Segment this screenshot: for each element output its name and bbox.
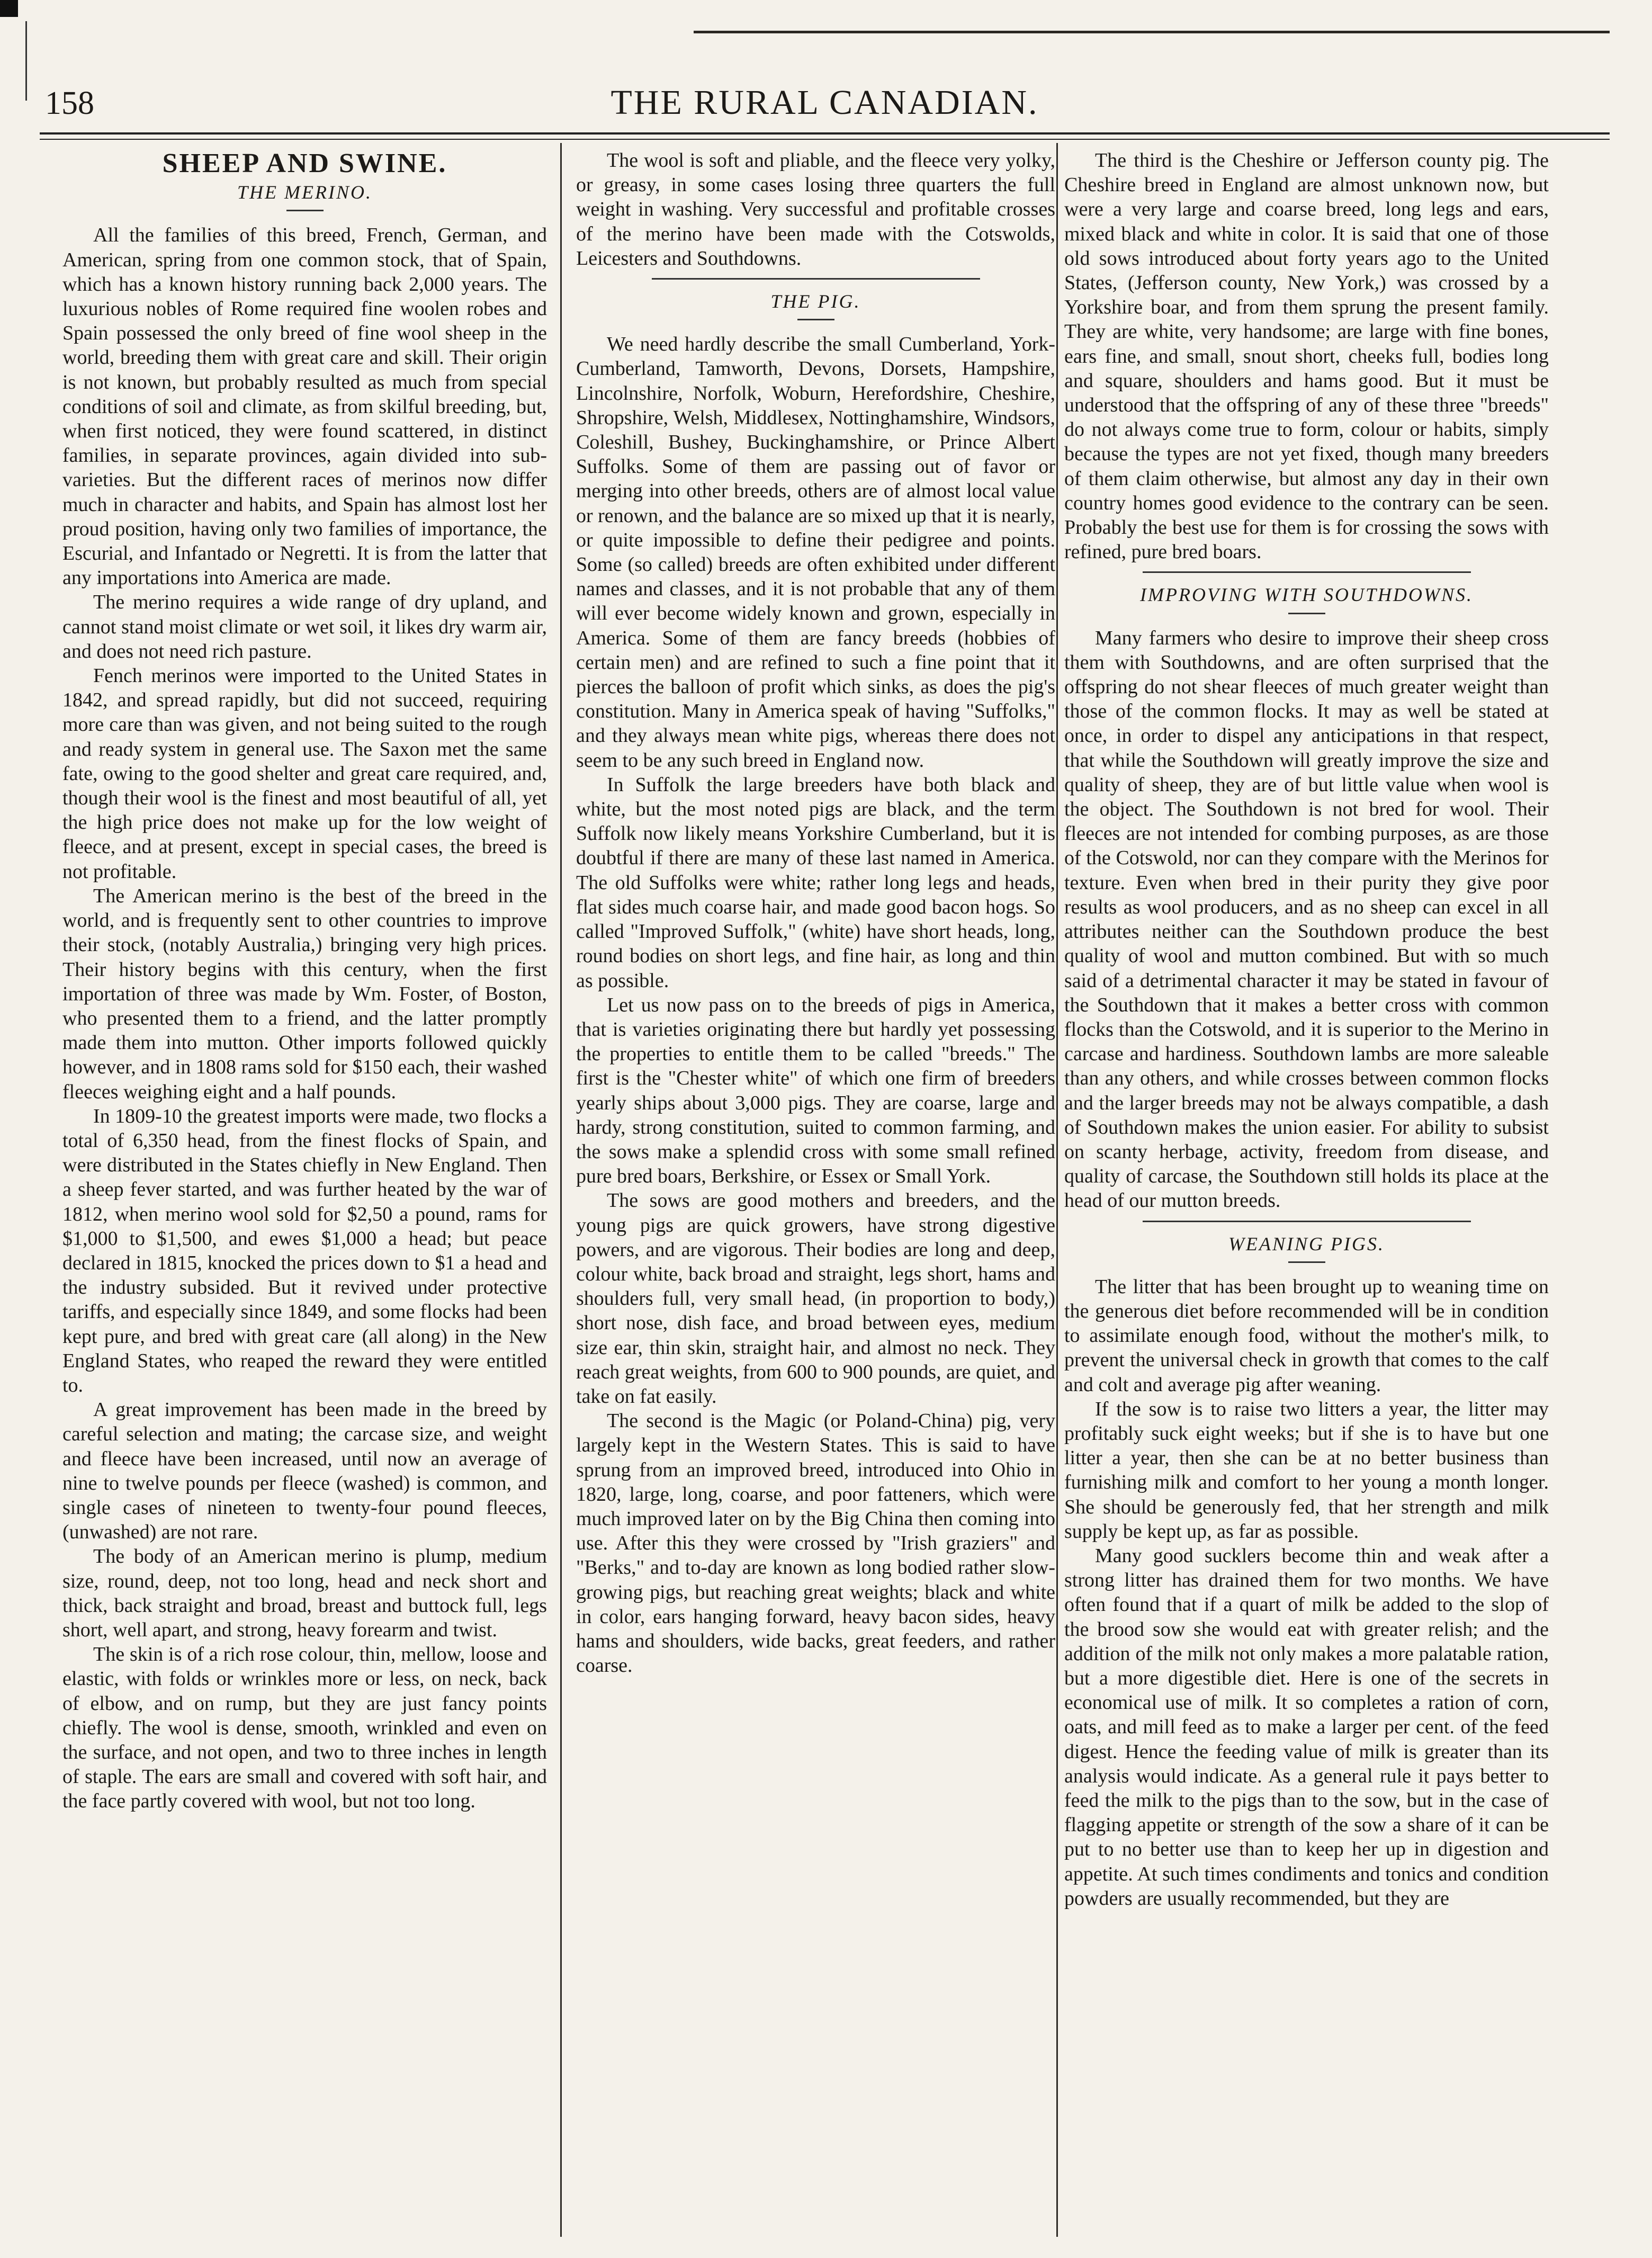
masthead: THE RURAL CANADIAN. xyxy=(610,83,1039,122)
paragraph: We need hardly describe the small Cumberland, York-Cumberland, Tamworth, Devons, Dorsets, Hampshire, Lincolnshire, Norfolk, Woburn, Herefordshire, Cheshire, Shropshire, Welsh, Middlesex, Nottinghamshire, Windsors, Coleshill, Bushey, Buckinghamshire, or Prince Albert Suffolks. Some of them are passing out of favor or merging into other breeds, others are of almost local value or renown, and the balance are so mixed up that it is nearly, or quite impossible to define their pedigree and points. Some (so called) breeds are often exhibited under different names and classes, and it is not probable that any of them will ever become widely known and grown, especially in America. Some of them are fancy breeds (hobbies of certain men) and are refined to such a fine point that it pierces the balloon of profit which sinks, as does the pig's constitution. Many in America speak of having "Suffolks," and they always mean white pigs, whereas there does not seem to be any such breed in England now. xyxy=(576,333,1055,772)
paragraph: The litter that has been brought up to weaning time on the generous diet before recommended will be in condition to assimilate enough food, without the mother's milk, to prevent the universal check in growth that comes to the calf and colt and average pig after weaning. xyxy=(1064,1275,1549,1396)
paragraph: The third is the Cheshire or Jefferson county pig. The Cheshire breed in England are almost unknown now, but were a very large and coarse breed, long legs and ears, mixed black and white in color. It is said that one of those old sows introduced about forty years ago to the United States, (Jefferson county, New York,) was crossed by a Yorkshire boar, and from them sprung the present family. They are white, very handsome; are large with fine bones, ears fine, and small, snout short, cheeks full, bodies long and square, shoulders and hams good. But it must be understood that the offspring of any of these three "breeds" do not always come true to form, colour or habits, simply because the types are not yet fixed, though many breeders of them claim otherwise, but almost any day in their own country homes good evidence to the contrary can be seen. Probably the best use for them is for crossing the sows with refined, pure bred boars. xyxy=(1064,149,1549,563)
paragraph: The wool is soft and pliable, and the fleece very yolky, or greasy, in some cases losing three quarters the full weight in washing. Very successful and profitable crosses of the merino have been made with the Cotswolds, Leicesters and Southdowns. xyxy=(576,149,1055,270)
divider xyxy=(1143,571,1471,573)
divider xyxy=(1288,613,1325,614)
paragraph: Let us now pass on to the breeds of pigs in America, that is varieties originating there but hardly yet possessing the properties to entitle them to be called "breeds." The first is the "Chester white" of which one firm of breeders yearly ships about 3,000 pigs. They are coarse, large and hardy, strong constitution, suited to common farming, and the sows make a splendid cross with some small refined pure bred boars, Berkshire, or Essex or Small York. xyxy=(576,993,1055,1188)
column-2 xyxy=(576,148,1055,2226)
paragraph: The skin is of a rich rose colour, thin, mellow, loose and elastic, with folds or wrinkles more or less, on neck, back of elbow, and on rump, but they are just fancy points chiefly. The wool is dense, smooth, wrinkled and even on the surface, and not open, and two to three inches in length of staple. The ears are small and covered with soft hair, and the face partly covered with wool, but not too long. xyxy=(62,1643,547,1813)
scan-edge-mark xyxy=(0,0,18,17)
column-divider xyxy=(560,143,562,2237)
scan-edge-line xyxy=(25,21,27,101)
divider xyxy=(797,319,834,320)
divider xyxy=(1288,1261,1325,1263)
column-3 xyxy=(1064,148,1549,2226)
paragraph: In 1809-10 the greatest imports were made, two flocks a total of 6,350 head, from the finest flocks of Spain, and were distributed in the States chiefly in New England. Then a sheep fever started, and was further heated by the war of 1812, when merino wool sold for $2,50 a pound, rams for $1,000 to $1,500, and ewes $1,000 a head; but peace declared in 1815, knocked the prices down to $1 a head and the industry subsided. But it revived under protective tariffs, and especially since 1849, and some flocks had been kept pure, and bred with great care (all along) in the New England States, who reaped the reward they were entitled to. xyxy=(62,1105,547,1396)
divider xyxy=(652,278,980,280)
paragraph: All the families of this breed, French, German, and American, spring from one common stock, that of Spain, which has a known history running back 2,000 years. The luxurious nobles of Rome required fine woolen robes and Spain possessed the only breed of fine wool sheep in the world, breeding them with great care and skill. Their origin is not known, but probably resulted as much from special conditions of soil and climate, as from skilful breeding, but, when first noticed, they were found scattered, in distinct families, in separate provinces, again divided into sub-varieties. But the different races of merinos now differ much in character and habits, and Spain has almost lost her proud position, having only two families of importance, the Escurial, and Infantado or Negretti. It is from the latter that any importations into America are made. xyxy=(62,224,547,589)
paragraph: The American merino is the best of the breed in the world, and is frequently sent to other countries to improve their stock, (notably Australia,) bringing very high prices. Their history begins with this century, when the first importation of three was made by Wm. Foster, of Boston, who presented them to a friend, and the latter promptly made them into mutton. Other imports followed quickly however, and in 1808 rams sold for $150 each, their washed fleeces weighing eight and a half pounds. xyxy=(62,884,547,1103)
section-title: SHEEP AND SWINE. xyxy=(162,148,447,178)
paragraph: A great improvement has been made in the breed by careful selection and mating; the carcase size, and weight and fleece have been increased, until now an average of nine to twelve pounds per fleece (washed) is common, and single cases of nineteen to twenty-four pound fleeces, (unwashed) are not rare. xyxy=(62,1399,547,1544)
paragraph: The body of an American merino is plump, medium size, round, deep, not too long, head and neck short and thick, back straight and broad, breast and buttock full, legs short, well apart, and strong, heavy forearm and twist. xyxy=(62,1545,547,1641)
article-title-weaning: WEANING PIGS. xyxy=(1228,1233,1385,1255)
page-header xyxy=(40,79,1610,132)
paragraph: Many good sucklers become thin and weak after a strong litter has drained them for two months. We have often found that if a quart of milk be added to the slop of the brood sow she would eat with greater relish; and the addition of the milk not only makes a more palatable ration, but a more digestible diet. Here is one of the secrets in economical use of milk. It so completes a ration of corn, oats, and mill feed as to make a larger per cent. of the feed digest. Hence the feeding value of milk is greater than its analysis would indicate. As a general rule it pays better to feed the milk to the pigs than to the sow, but in the case of flagging appetite or strength of the sow a share of it can be put to no better use than to keep her up in digestion and appetite. At such times condiments and tonics and condition powders are usually recommended, but they are xyxy=(1064,1544,1549,1910)
article-title-pig: THE PIG. xyxy=(770,291,861,312)
paragraph: In Suffolk the large breeders have both black and white, but the most noted pigs are black, and the term Suffolk now likely means Yorkshire Cumberland, but it is doubtful if there are many of these last named in America. The old Suffolks were white; rather long legs and heads, flat sides much coarse hair, and made good bacon hogs. So called "Improved Suffolk," (white) have short heads, long, round bodies on short legs, and fine hair, as long and thin as possible. xyxy=(576,773,1055,992)
column-divider xyxy=(1056,143,1058,2237)
paragraph: Fench merinos were imported to the United States in 1842, and spread rapidly, but did not succeed, requiring more care than was given, and not being suited to the rough and ready system in general use. The Saxon met the same fate, owing to the good shelter and great care required, and, though their wool is the finest and most beautiful of all, yet the high price does not make up for the low weight of fleece, and at present, except in special cases, the breed is not profitable. xyxy=(62,665,547,883)
divider xyxy=(286,210,324,211)
top-rule xyxy=(694,31,1610,33)
header-rule xyxy=(40,132,1610,140)
page-number: 158 xyxy=(45,85,94,121)
paragraph: If the sow is to raise two litters a year, the litter may profitably suck eight weeks; but if she is to have but one litter a year, then she can be at no better business than furnishing milk and comfort to her young a month longer. She should be generously fed, that her strength and milk supply be kept up, as far as possible. xyxy=(1064,1397,1549,1543)
article-title-southdowns: IMPROVING WITH SOUTHDOWNS. xyxy=(1140,584,1473,606)
paragraph: Many farmers who desire to improve their sheep cross them with Southdowns, and are often surprised that the offspring do not shear fleeces of much greater weight than those of the common flocks. It may as well be stated at once, in order to dispel any anticipations in that respect, that while the Southdown will greatly improve the size and quality of sheep, they are of but little value when wool is the object. The Southdown is not bred for wool. Their fleeces are not intended for combing purposes, as are those of the Cotswold, nor can they compare with the Merinos for texture. Even when bred in their purity they give poor results as wool producers, and as no sheep can excel in all attributes neither can the Southdown produce the best quality of wool and mutton combined. But with so much said of a detrimental character it may be stated in favour of the Southdown that it makes a better cross with common flocks than the Cotswold, and it is superior to the Merino in carcase and hardiness. Southdown lambs are more saleable than any others, and while crosses between common flocks and the larger breeds may not be always compatible, a dash of Southdown makes the union easier. For ability to subsist on scanty herbage, activity, freedom from disease, and quality of carcase, the Southdown still holds its place at the head of our mutton breeds. xyxy=(1064,626,1549,1212)
article-title-merino: THE MERINO. xyxy=(237,182,372,203)
paragraph: The second is the Magic (or Poland-China) pig, very largely kept in the Western States. This is said to have sprung from an improved breed, introduced into Ohio in 1820, large, long, coarse, and poor fatteners, which were much improved later on by the Big China then coming into use. After this they were crossed by "Irish graziers" and "Berks," and to-day are known as long bodied rather slow-growing pigs, but reaching great weights; black and white in color, ears hanging forward, heavy bacon sides, heavy hams and shoulders, wide backs, great feeders, and rather coarse. xyxy=(576,1410,1055,1677)
divider xyxy=(1143,1221,1471,1222)
column-1 xyxy=(62,148,547,2226)
paragraph: The merino requires a wide range of dry upland, and cannot stand moist climate or wet soil, it likes dry warm air, and does not need rich pasture. xyxy=(62,591,547,662)
paragraph: The sows are good mothers and breeders, and the young pigs are quick growers, have strong digestive powers, and are vigorous. Their bodies are long and deep, colour white, back broad and straight, legs short, hams and shoulders full, very small head, (in proportion to body,) short nose, dish face, and broad between eyes, medium size ear, thin skin, straight hair, and almost no neck. They reach great weights, from 600 to 900 pounds, are quiet, and take on fat easily. xyxy=(576,1189,1055,1408)
